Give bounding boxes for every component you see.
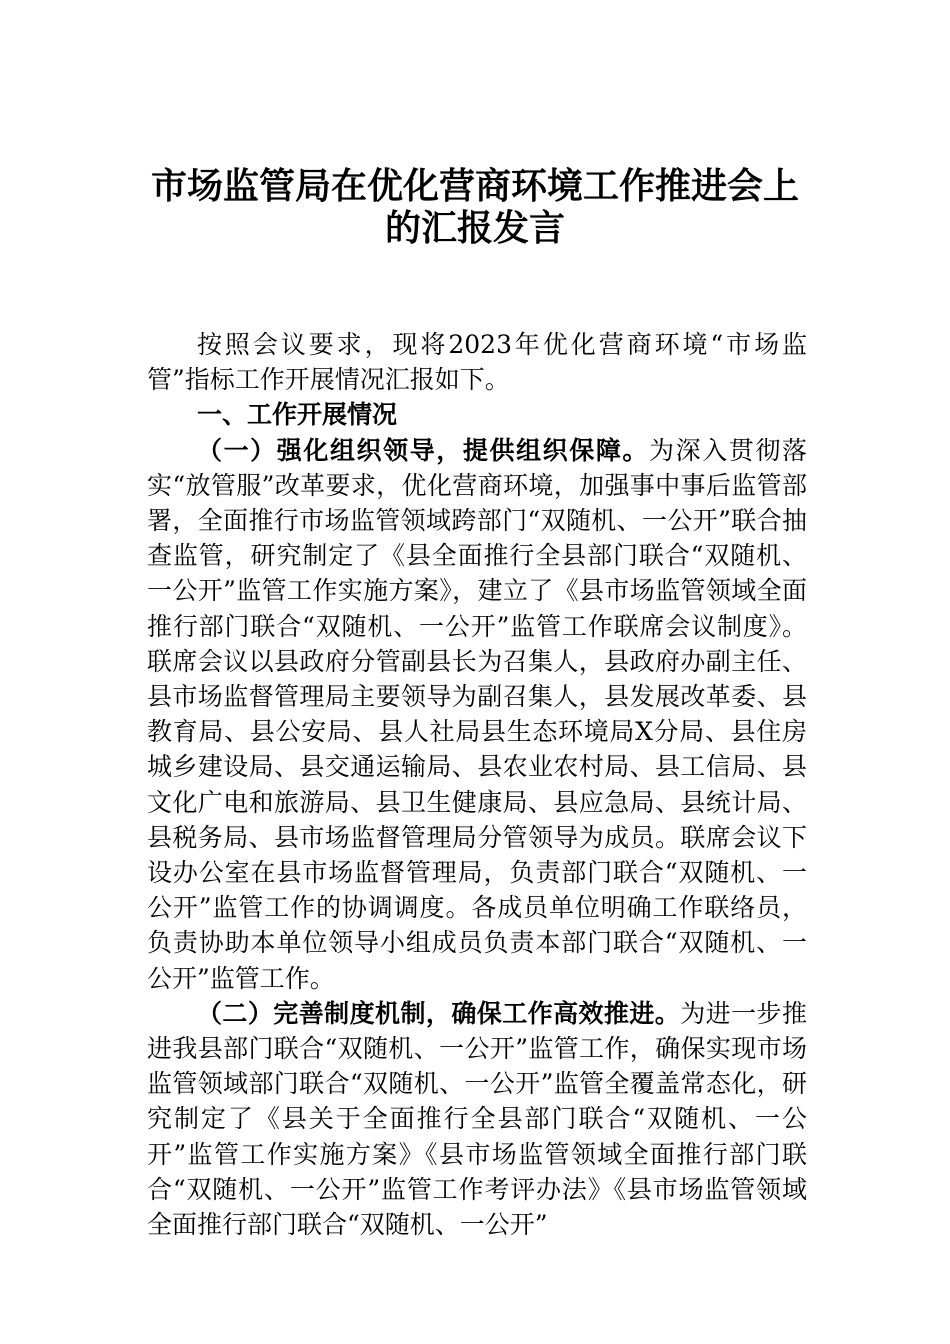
section-heading: 一、工作开展情况 [197, 400, 398, 430]
paragraph-1-body: 为深入贯彻落实“放管服”改革要求，优化营商环境，加强事中事后监管部署，全面推行市场监管领域跨部门“双随机、一公开”联合抽查监管，研究制定了《县全面推行全县部门联合“双随机、一公开”监管工作实施方案》，建立了《县市场监管领域全面推行部门联合“双随机、一公开”监管工作联席会议制度》。联席会议以县政府分管副县长为召集人，县政府办副主任、县市场监督管理局主要领导为副召集人，县发展改革委、县教育局、县公安局、县人社局县生态环境局X分局、县住房城乡建设局、县交通运输局、县农业农村局、县工信局、县文化广电和旅游局、县卫生健康局、县应急局、县统计局、县税务局、县市场监督管理局分管领导为成员。联席会议下设办公室在县市场监督管理局，负责部门联合“双随机、一公开”监管工作的协调调度。各成员单位明确工作联络员，负责协助本单位领导小组成员负责本部门联合“双随机、一公开”监管工作。 [147, 435, 807, 993]
document-body [147, 327, 807, 1242]
paragraph-2-lead: （二）完善制度机制，确保工作高效推进。 [197, 998, 681, 1028]
document-title-line-1: 市场监管局在优化营商环境工作推进会上 [150, 165, 799, 207]
paragraph-2-body: 为进一步推进我县部门联合“双随机、一公开”监管工作，确保实现市场监管领域部门联合“双随机、一公开”监管全覆盖常态化，研究制定了《县关于全面推行全县部门联合“双随机、一公开”监管工作实施方案》《县市场监管领域全面推行部门联合“双随机、一公开”监管工作考评办法》《县市场监管领域全面推行部门联合“双随机、一公开” [147, 998, 807, 1240]
paragraph-1-lead: （一）强化组织领导，提供组织保障。 [197, 435, 650, 465]
paragraph-2 [147, 996, 807, 1242]
paragraph-1 [147, 433, 807, 996]
intro-paragraph: 按照会议要求，现将2023年优化营商环境“市场监管”指标工作开展情况汇报如下。 [147, 330, 807, 395]
document-title-line-2: 的汇报发言 [384, 207, 565, 249]
